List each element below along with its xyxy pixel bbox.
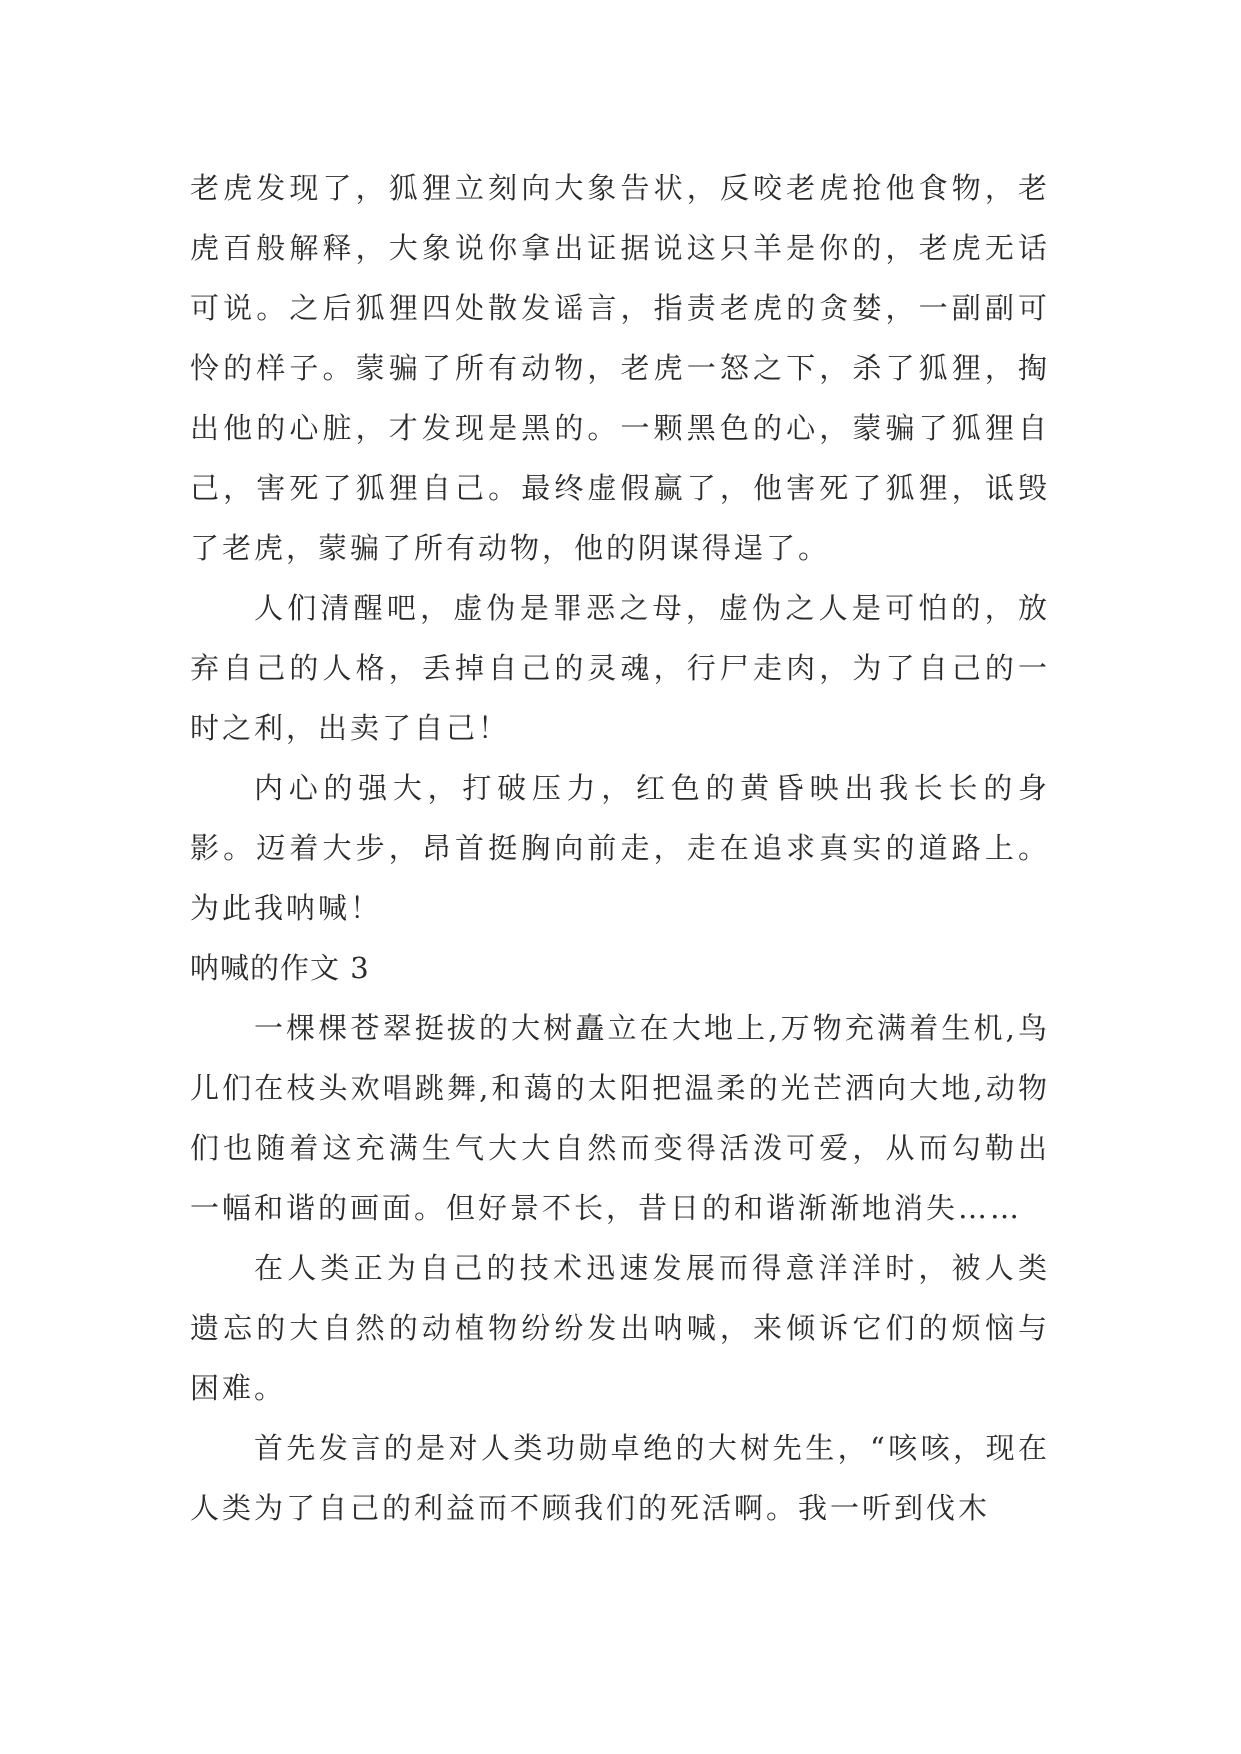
paragraph-4: 一棵棵苍翠挺拔的大树矗立在大地上,万物充满着生机,鸟儿们在枝头欢唱跳舞,和蔼的太阳把温柔的光芒洒向大地,动物们也随着这充满生气大大自然而变得活泼可爱，从而勾勒出一幅和谐的画面。但好景不长，昔日的和谐渐渐地消失…… [190,1011,1050,1225]
paragraph-5: 在人类正为自己的技术迅速发展而得意洋洋时，被人类遗忘的大自然的动植物纷纷发出呐喊，来倾诉它们的烦恼与困难。 [190,1251,1050,1405]
document-body [190,158,1050,1538]
paragraph-6: 首先发言的是对人类功勋卓绝的大树先生，“咳咳，现在人类为了自己的利益而不顾我们的死活啊。我一听到伐木 [190,1431,1050,1525]
paragraph-1: 老虎发现了，狐狸立刻向大象告状，反咬老虎抢他食物，老虎百般解释，大象说你拿出证据说这只羊是你的，老虎无话可说。之后狐狸四处散发谣言，指责老虎的贪婪，一副副可怜的样子。蒙骗了所有动物，老虎一怒之下，杀了狐狸，掏出他的心脏，才发现是黑的。一颗黑色的心，蒙骗了狐狸自己，害死了狐狸自己。最终虚假赢了，他害死了狐狸，诋毁了老虎，蒙骗了所有动物，他的阴谋得逞了。 [190,171,1050,565]
paragraph-3: 内心的强大，打破压力，红色的黄昏映出我长长的身影。迈着大步，昂首挺胸向前走，走在追求真实的道路上。为此我呐喊！ [190,771,1050,925]
paragraph-2: 人们清醒吧，虚伪是罪恶之母，虚伪之人是可怕的，放弃自己的人格，丢掉自己的灵魂，行尸走肉，为了自己的一时之利，出卖了自己！ [190,591,1050,745]
section-heading: 呐喊的作文 3 [190,951,370,985]
